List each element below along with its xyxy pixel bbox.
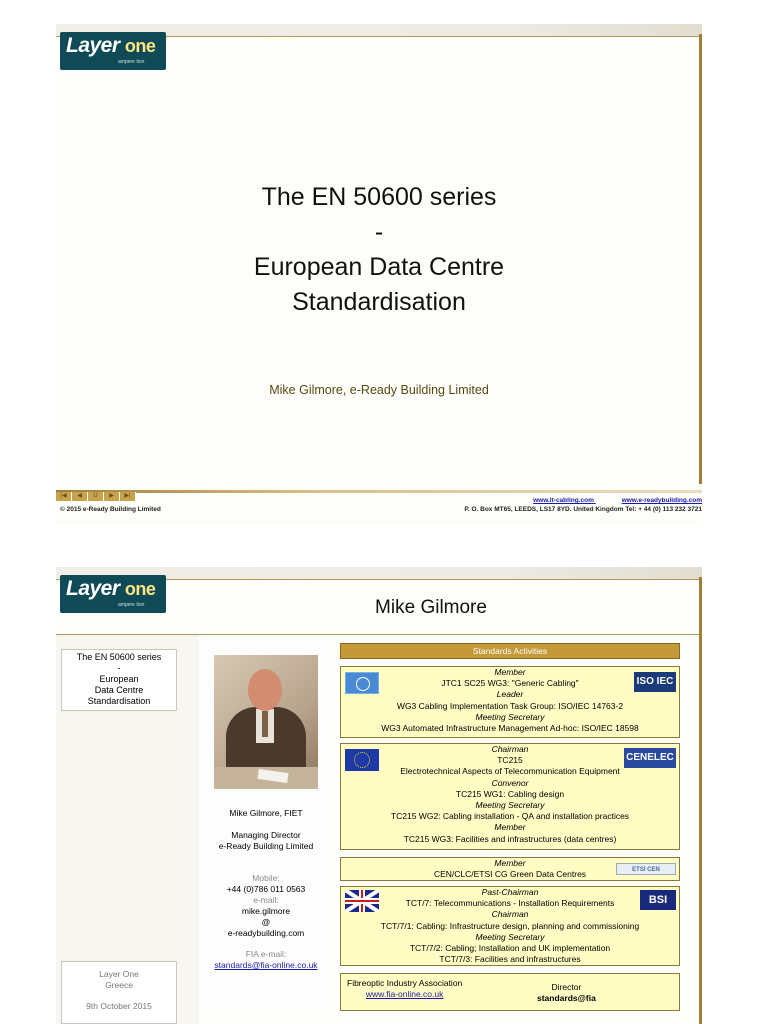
contact-company: e-Ready Building Limited bbox=[218, 841, 314, 851]
un-flag-icon bbox=[345, 672, 379, 694]
role-heading: Member bbox=[494, 858, 526, 868]
contact-panel bbox=[203, 641, 329, 1011]
nav-return-button[interactable]: U bbox=[88, 492, 104, 501]
bsi-activities-box bbox=[340, 886, 680, 966]
fia-email-link[interactable]: standards@fia-online.co.uk bbox=[214, 960, 318, 970]
event-date: 9th October 2015 bbox=[86, 1001, 152, 1011]
activity-line: JTC1 SC25 WG3: "Generic Cabling" bbox=[441, 678, 579, 689]
title-line: European Data Centre bbox=[253, 253, 505, 281]
presenter-subtitle: Mike Gilmore, e-Ready Building Limited bbox=[269, 383, 489, 397]
role-heading: Meeting Secretary bbox=[475, 931, 545, 942]
profile-slide bbox=[56, 567, 702, 1024]
fia-organisation: Fibreoptic Industry Association bbox=[347, 978, 463, 988]
role-heading: Chairman bbox=[491, 744, 529, 754]
title-line: Standardisation bbox=[292, 288, 466, 316]
footer-address: P. O. Box MT65, LEEDS, LS17 8YD. United Kingdom Tel: + 44 (0) 113 232 3721 bbox=[464, 506, 702, 513]
layer-one-logo bbox=[60, 32, 166, 70]
topic-line: Data Centre bbox=[94, 685, 144, 695]
topic-line: European bbox=[99, 674, 139, 684]
slide-title: Mike Gilmore bbox=[375, 597, 487, 618]
slide-right-rule bbox=[699, 577, 702, 1024]
cenelec-logo-icon: CENELEC bbox=[624, 748, 676, 768]
role-heading: Convenor bbox=[491, 777, 529, 788]
presentation-title bbox=[56, 180, 702, 320]
activity-line: Electrotechnical Aspects of Telecommunication Equipment bbox=[400, 766, 620, 777]
logo-tagline: ampere tion bbox=[118, 602, 145, 608]
logo-text: Layer bbox=[66, 34, 120, 57]
etsi-cen-logo-icon: ETSI CEN bbox=[616, 863, 676, 875]
fia-role: Director bbox=[551, 982, 582, 992]
role-heading: Chairman bbox=[491, 909, 529, 920]
event-country: Greece bbox=[105, 980, 133, 990]
activity-line: TCT/7/2: Cabling; Installation and UK implementation bbox=[409, 943, 611, 954]
topic-line: Standardisation bbox=[87, 696, 151, 706]
logo-tagline: ampere tion bbox=[118, 59, 145, 65]
footer-links bbox=[507, 497, 702, 504]
topic-line: The EN 50600 series bbox=[76, 652, 162, 662]
logo-accent: one bbox=[124, 36, 156, 56]
iso-activities-box bbox=[340, 666, 680, 738]
green-data-centres-box bbox=[340, 857, 680, 881]
activity-line: TCT/7/1: Cabling: Infrastructure design, planning and commissioning bbox=[380, 920, 640, 931]
contact-name: Mike Gilmore, FIET bbox=[229, 808, 303, 818]
nav-last-button[interactable]: ▶| bbox=[120, 492, 136, 501]
activity-line: TCT/7/3: Facilities and infrastructures bbox=[439, 954, 581, 965]
uk-flag-icon bbox=[345, 890, 379, 912]
role-heading: Past-Chairman bbox=[481, 887, 539, 897]
role-heading: Meeting Secretary bbox=[475, 711, 545, 722]
email-user: mike.gilmore bbox=[241, 906, 291, 916]
portrait-photo bbox=[214, 655, 318, 789]
presentation-topic-box bbox=[61, 649, 177, 711]
topic-line: - bbox=[117, 663, 121, 673]
activity-line: WG3 Cabling Implementation Task Group: ISO/IEC 14763-2 bbox=[396, 700, 624, 711]
activity-line: TCT/7: Telecommunications - Installation Requirements bbox=[405, 898, 615, 909]
role-heading: Meeting Secretary bbox=[475, 800, 545, 811]
email-domain: e-readybuilding.com bbox=[227, 928, 305, 938]
footer-link-ereadybuilding[interactable]: www.e-readybuilding.com bbox=[621, 497, 702, 504]
eu-flag-icon bbox=[345, 749, 379, 771]
title-line: - bbox=[374, 218, 384, 246]
fia-email: standards@fia bbox=[537, 993, 596, 1004]
nav-next-button[interactable]: ▶ bbox=[104, 492, 120, 501]
title-line: The EN 50600 series bbox=[261, 183, 497, 211]
layer-one-logo bbox=[60, 575, 166, 613]
email-at: @ bbox=[261, 917, 271, 927]
slide-navigation bbox=[56, 492, 136, 501]
role-heading: Member bbox=[494, 822, 526, 833]
contact-role: Managing Director bbox=[231, 830, 301, 840]
footer-link-ltcabling[interactable]: www.lt-cabling.com bbox=[533, 497, 594, 504]
mobile-label: Mobile: bbox=[252, 873, 280, 883]
copyright-text: © 2015 e-Ready Building Limited bbox=[60, 506, 161, 513]
mobile-number: +44 (0)786 011 0563 bbox=[226, 884, 306, 894]
standards-activities-header: Standards Activities bbox=[340, 643, 680, 659]
activity-line: TC215 bbox=[497, 755, 523, 766]
title-slide bbox=[56, 24, 702, 524]
iso-iec-logo-icon: ISO IEC bbox=[634, 672, 676, 692]
fia-email-label: FIA e-mail: bbox=[245, 949, 287, 959]
logo-text: Layer bbox=[66, 577, 120, 600]
role-heading: Leader bbox=[496, 689, 524, 700]
email-label: e-mail: bbox=[253, 895, 279, 905]
bsi-logo-icon: BSI bbox=[640, 890, 676, 910]
activity-line: CEN/CLC/ETSI CG Green Data Centres bbox=[433, 869, 587, 879]
nav-first-button[interactable]: |◀ bbox=[56, 492, 72, 501]
activity-line: TC215 WG3: Facilities and infrastructures (data centres) bbox=[403, 833, 617, 844]
logo-accent: one bbox=[124, 579, 156, 599]
fia-website-link[interactable]: www.fia-online.co.uk bbox=[365, 989, 444, 1000]
fia-box bbox=[340, 973, 680, 1011]
cenelec-activities-box bbox=[340, 743, 680, 850]
event-name: Layer One bbox=[99, 969, 139, 979]
activity-line: WG3 Automated Infrastructure Management Ad-hoc: ISO/IEC 18598 bbox=[381, 723, 639, 734]
activity-line: TC215 WG2: Cabling installation - QA and installation practices bbox=[390, 811, 630, 822]
activity-line: TC215 WG1: Cabling design bbox=[455, 788, 565, 799]
activity-lines bbox=[341, 667, 679, 734]
activity-lines bbox=[341, 887, 679, 965]
nav-prev-button[interactable]: ◀ bbox=[72, 492, 88, 501]
event-location-box bbox=[61, 961, 177, 1024]
footer-band bbox=[56, 490, 702, 493]
role-heading: Member bbox=[494, 667, 526, 677]
